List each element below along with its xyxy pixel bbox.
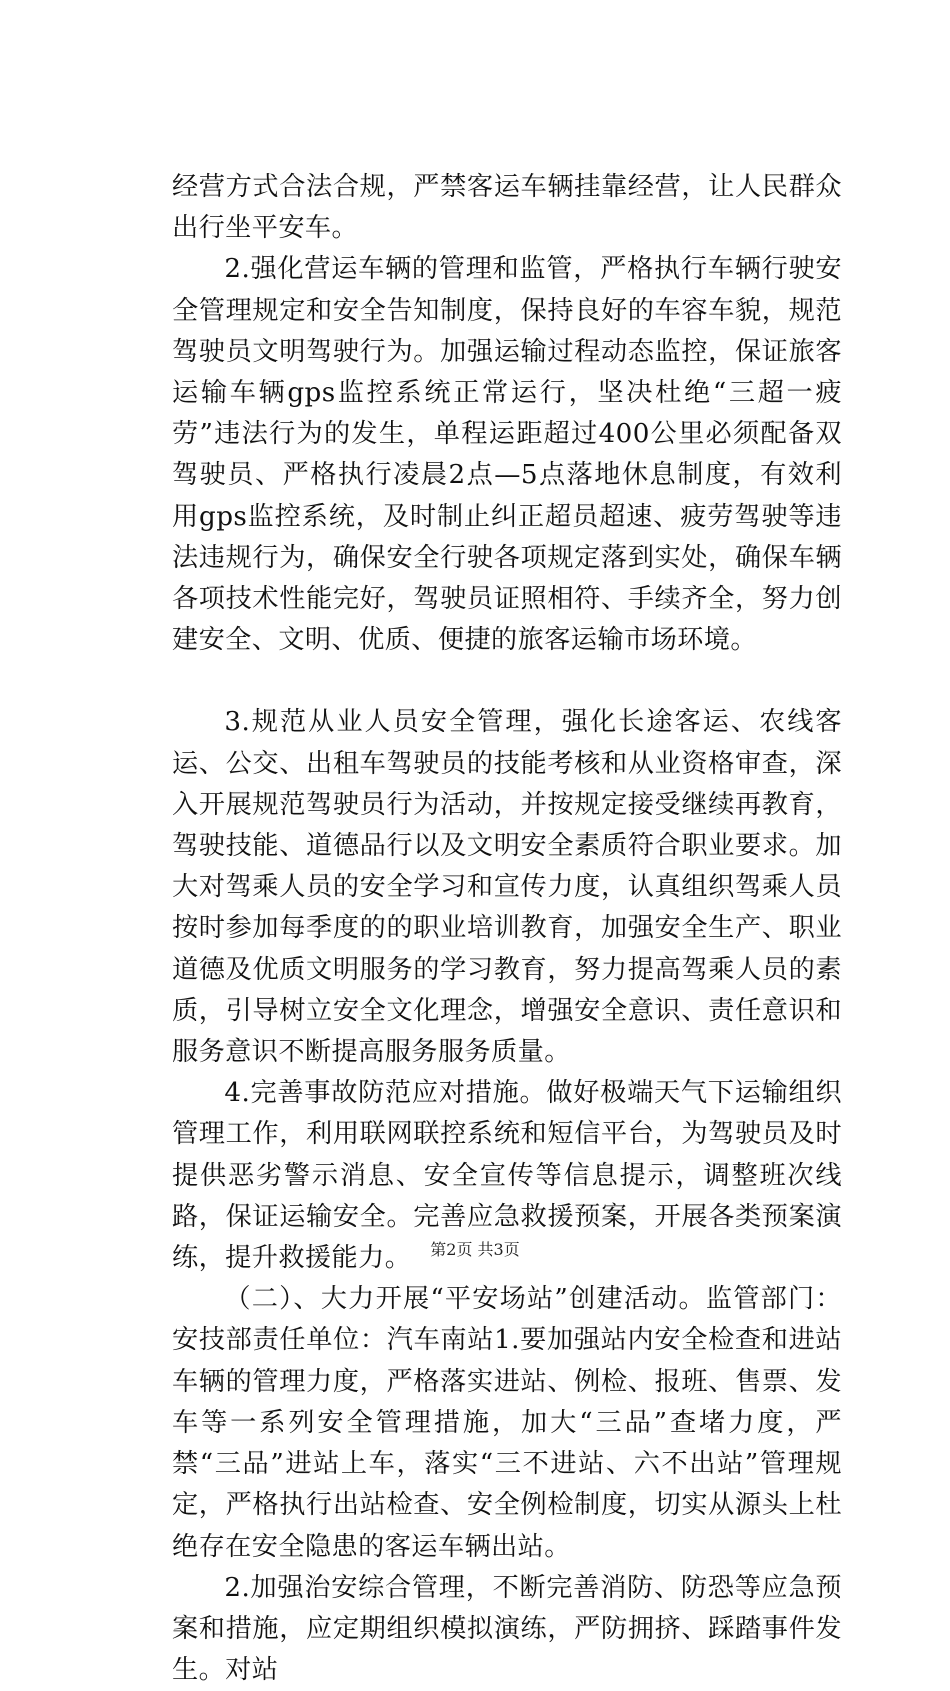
paragraph-4: 4.完善事故防范应对措施。做好极端天气下运输组织管理工作，利用联网联控系统和短信平台，为驾驶员及时提供恶劣警示消息、安全宣传等信息提示，调整班次线路，保证运输安全。完善应急救援预案，开展各类预案演练，提升救援能力。 — [172, 1078, 842, 1274]
paragraph-3: 3.规范从业人员安全管理，强化长途客运、农线客运、公交、出租车驾驶员的技能考核和从业资格审查，深入开展规范驾驶员行为活动，并按规定接受继续再教育，驾驶技能、道德品行以及文明安全素质符合职业要求。加大对驾乘人员的安全学习和宣传力度，认真组织驾乘人员按时参加每季度的的职业培训教育，加强安全生产、职业道德及优质文明服务的学习教育，努力提高驾乘人员的素质，引导树立安全文化理念，增强安全意识、责任意识和服务意识不断提高服务服务质量。 — [172, 707, 842, 1068]
paragraph-1: 经营方式合法合规，严禁客运车辆挂靠经营，让人民群众出行坐平安车。 — [172, 172, 842, 244]
paragraph-spacer — [172, 661, 842, 702]
paragraph-2: 2.强化营运车辆的管理和监管，严格执行车辆行驶安全管理规定和安全告知制度，保持良好的车容车貌，规范驾驶员文明驾驶行为。加强运输过程动态监控，保证旅客运输车辆gps监控系统正常运行，坚决杜绝“三超一疲劳”违法行为的发生，单程运距超过400公里必须配备双驾驶员、严格执行凌晨2点—5点落地休息制度，有效利用gps监控系统，及时制止纠正超员超速、疲劳驾驶等违法违规行为，确保安全行驶各项规定落到实处，确保车辆各项技术性能完好，驾驶员证照相符、手续齐全，努力创建安全、文明、优质、便捷的旅客运输市场环境。 — [172, 254, 842, 656]
paragraph-6: 2.加强治安综合管理，不断完善消防、防恐等应急预案和措施，应定期组织模拟演练，严防拥挤、踩踏事件发生。对站 — [172, 1572, 842, 1686]
paragraph-5: （二）、大力开展“平安场站”创建活动。监管部门：安技部责任单位：汽车南站1.要加强站内安全检查和进站车辆的管理力度，严格落实进站、例检、报班、售票、发车等一系列安全管理措施，加大“三品”查堵力度，严禁“三品”进站上车，落实“三不进站、六不出站”管理规定，严格执行出站检查、安全例检制度，切实从源头上杜绝存在安全隐患的客运车辆出站。 — [172, 1284, 842, 1562]
page-number-footer: 第2页 共3页 — [430, 1240, 520, 1259]
document-body — [172, 167, 842, 1691]
